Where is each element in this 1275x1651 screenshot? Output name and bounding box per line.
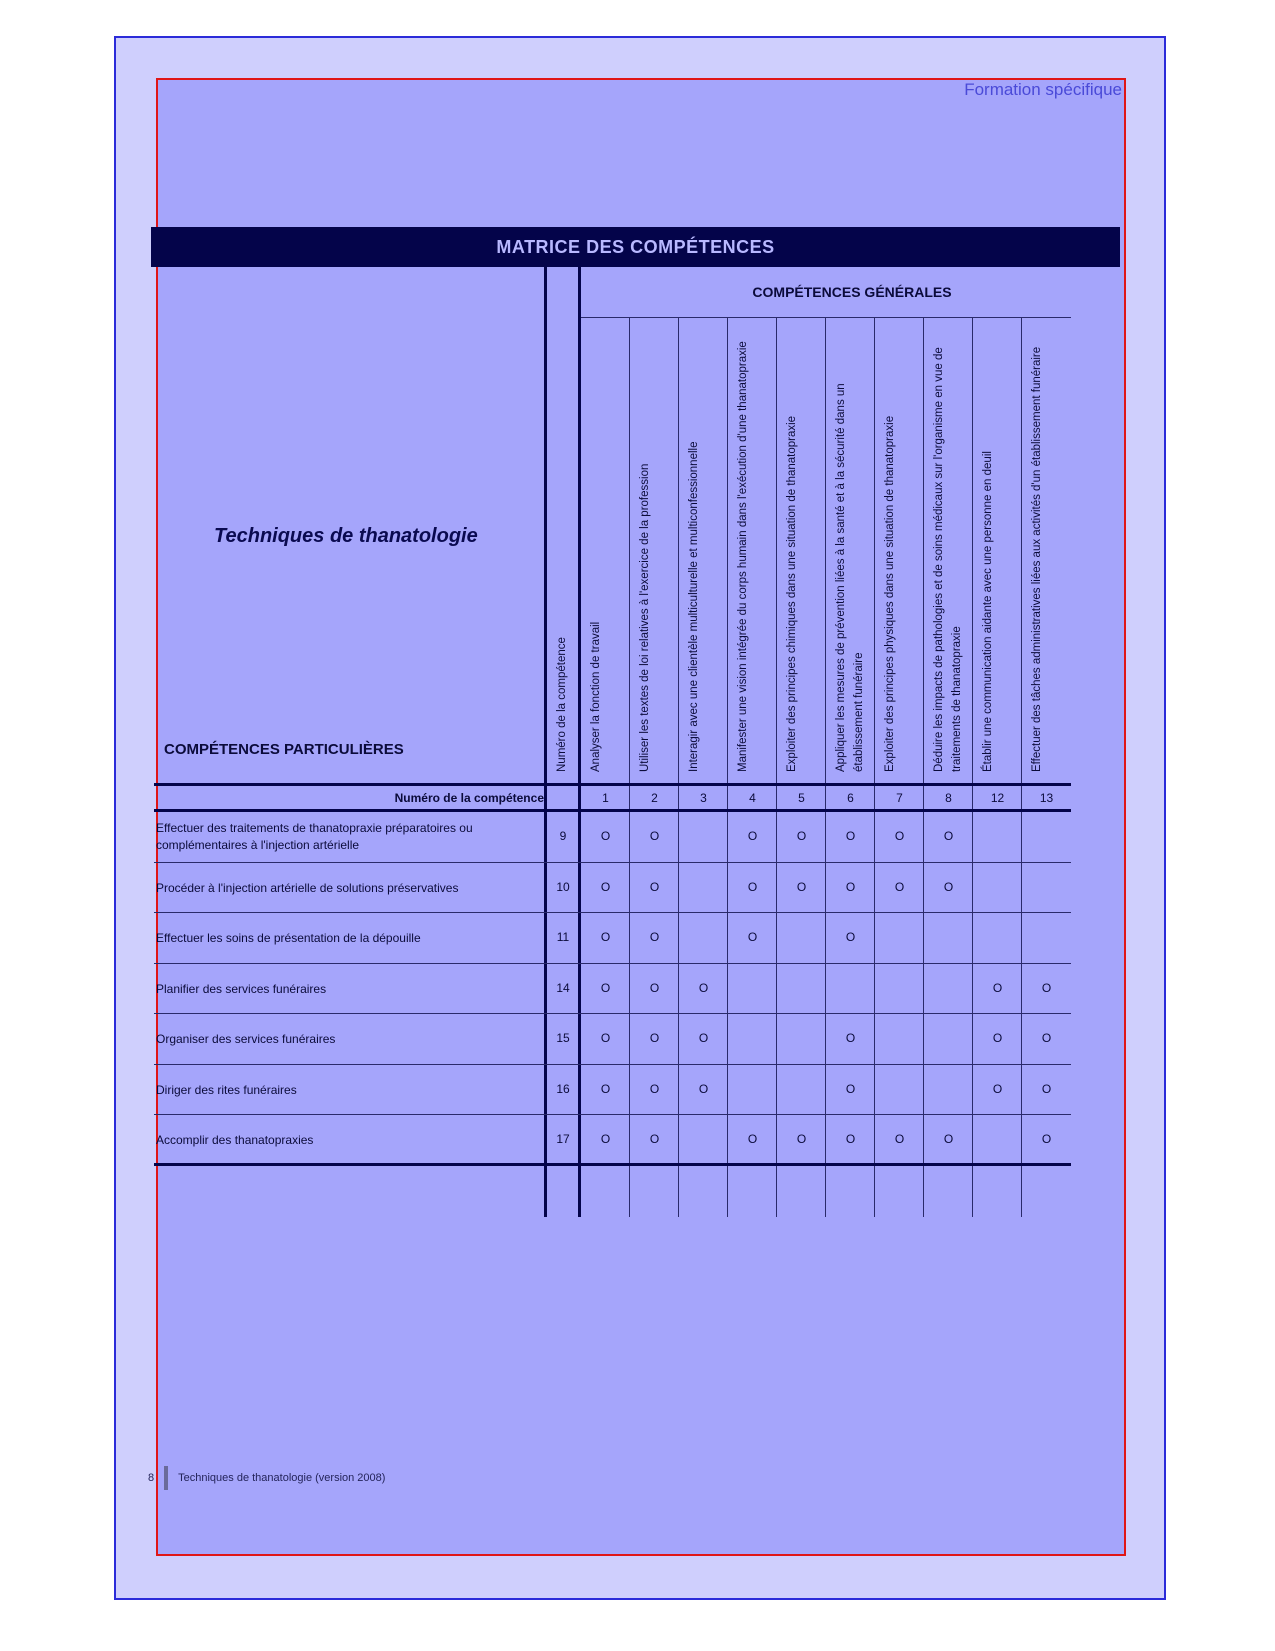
particular-competence-code: 17: [556, 1132, 570, 1146]
matrix-mark: O: [845, 930, 856, 944]
general-competence-label-cell: [826, 327, 875, 772]
matrix-mark: O: [649, 980, 660, 995]
matrix-mark: O: [1041, 1081, 1052, 1096]
general-competence-code: 7: [896, 791, 903, 805]
matrix-mark: O: [992, 1081, 1003, 1096]
general-competence-label-cell: [728, 327, 777, 772]
matrix-mark: O: [600, 829, 611, 843]
matrix-title: MATRICE DES COMPÉTENCES: [496, 236, 775, 257]
general-competence-code: 12: [990, 791, 1005, 805]
particular-competence-label: Procéder à l'injection artérielle de solutions préservatives: [156, 880, 459, 895]
general-competence-label-cell: [875, 327, 924, 772]
general-competences-heading: COMPÉTENCES GÉNÉRALES: [752, 284, 952, 300]
general-competence-label: Manifester une vision intégrée du corps humain dans l'exécution d'une thanatopraxie: [737, 341, 749, 772]
particular-competence-label: Effectuer les soins de présentation de la dépouille: [156, 931, 421, 945]
matrix-mark: O: [747, 1132, 758, 1146]
matrix-mark: O: [845, 1031, 856, 1045]
matrix-mark: O: [943, 829, 954, 843]
matrix-mark: O: [600, 930, 611, 944]
page-number: 8: [148, 1472, 155, 1484]
general-competence-code: 5: [798, 791, 805, 805]
matrix-mark: O: [1041, 1132, 1052, 1146]
grid-divider: [154, 963, 1071, 964]
competence-number-column-label-cell: [547, 327, 579, 772]
matrix-mark: O: [992, 980, 1003, 995]
general-competence-code: 6: [847, 791, 854, 805]
matrix-mark: O: [845, 1132, 856, 1146]
general-competence-code: 2: [651, 791, 658, 805]
matrix-mark: O: [796, 879, 807, 894]
grid-divider: [154, 1114, 1071, 1115]
page-footer: [148, 1466, 385, 1490]
matrix-mark: O: [600, 1031, 611, 1045]
general-competence-label: Déduire les impacts de pathologies et de soins médicaux sur l'organisme en vue de traitements de thanatopraxie: [933, 347, 963, 772]
section-tag: Formation spécifique: [964, 80, 1122, 99]
general-competence-label: Effectuer des tâches administratives liées aux activités d'un établissement funéraire: [1031, 346, 1043, 772]
matrix-mark: O: [649, 930, 660, 944]
matrix-mark: O: [845, 829, 856, 843]
competence-number-column-label: Numéro de la compétence: [556, 637, 568, 772]
particular-competence-label: Planifier des services funéraires: [156, 981, 327, 996]
matrix-mark: O: [698, 980, 709, 995]
matrix-mark: O: [649, 1132, 660, 1146]
general-competence-label: Exploiter des principes chimiques dans une situation de thanatopraxie: [786, 415, 798, 772]
general-competence-label-cell: [777, 327, 826, 772]
matrix-mark: O: [649, 829, 660, 843]
matrix-mark: O: [600, 980, 611, 995]
footer-divider: [164, 1466, 168, 1490]
grid-divider: [581, 317, 1071, 318]
general-competence-label: Utiliser les textes de loi relatives à l'exercice de la profession: [639, 463, 651, 772]
matrix-mark: O: [600, 1081, 611, 1096]
matrix-mark: O: [1041, 1031, 1052, 1045]
general-competence-code: 3: [700, 791, 707, 805]
particular-competence-label: Organiser des services funéraires: [156, 1032, 336, 1046]
general-competence-code: 1: [602, 791, 609, 805]
particular-competence-code: 9: [559, 829, 567, 843]
general-competence-label: Établir une communication aidante avec une personne en deuil: [982, 451, 994, 772]
competence-matrix: [154, 267, 1120, 1217]
matrix-mark: O: [649, 1081, 660, 1096]
matrix-mark: O: [600, 879, 611, 894]
general-competence-code: 13: [1039, 791, 1054, 805]
matrix-mark: O: [698, 1031, 709, 1045]
grid-divider: [154, 912, 1071, 913]
matrix-mark: O: [747, 930, 758, 944]
matrix-mark: O: [943, 879, 954, 894]
particular-competences-heading: COMPÉTENCES PARTICULIÈRES: [164, 741, 404, 758]
competence-number-row-label: Numéro de la compétence: [394, 791, 544, 805]
matrix-mark: O: [943, 1132, 954, 1146]
matrix-mark: O: [600, 1132, 611, 1146]
grid-divider: [154, 862, 1071, 863]
general-competence-label-cell: [679, 327, 728, 772]
grid-divider: [154, 1064, 1071, 1065]
general-competence-label: Appliquer les mesures de prévention liées à la santé et à la sécurité dans un établissement funéraire: [835, 383, 865, 772]
particular-competence-code: 16: [556, 1081, 570, 1096]
particular-competence-code: 11: [556, 930, 570, 944]
general-competence-code: 4: [749, 791, 756, 805]
general-competence-label-cell: [973, 327, 1022, 772]
page-sheet: [114, 36, 1166, 1600]
particular-competence-code: 15: [556, 1031, 570, 1045]
general-competence-label: Analyser la fonction de travail: [590, 621, 602, 772]
matrix-mark: O: [698, 1081, 709, 1096]
matrix-mark: O: [796, 1132, 807, 1146]
content-area: [156, 78, 1126, 1556]
matrix-mark: O: [796, 829, 807, 843]
grid-divider: [154, 1163, 1071, 1166]
particular-competence-label: Accomplir des thanatopraxies: [156, 1133, 314, 1147]
matrix-mark: O: [894, 879, 905, 894]
matrix-mark: O: [992, 1031, 1003, 1045]
particular-competence-code: 14: [556, 980, 570, 995]
title-banner: [151, 227, 1120, 267]
matrix-mark: O: [747, 879, 758, 894]
general-competence-label-cell: [1022, 327, 1071, 772]
footer-text: Techniques de thanatologie (version 2008): [178, 1472, 386, 1484]
general-competence-label: Exploiter des principes physiques dans une situation de thanatopraxie: [884, 415, 896, 772]
grid-divider: [154, 1013, 1071, 1014]
matrix-mark: O: [1041, 980, 1052, 995]
general-competence-label-cell: [581, 327, 630, 772]
particular-competence-label: Diriger des rites funéraires: [156, 1082, 297, 1097]
particular-competence-label: Effectuer des traitements de thanatopraxie préparatoires ou complémentaires à l'injection artérielle: [156, 821, 473, 852]
matrix-mark: O: [894, 829, 905, 843]
matrix-mark: O: [845, 879, 856, 894]
general-competence-label-cell: [924, 327, 973, 772]
matrix-mark: O: [649, 1031, 660, 1045]
general-competence-label-cell: [630, 327, 679, 772]
matrix-mark: O: [747, 829, 758, 843]
particular-competence-code: 10: [556, 879, 570, 894]
matrix-mark: O: [649, 879, 660, 894]
program-title: Techniques de thanatologie: [214, 525, 478, 547]
general-competence-label: Interagir avec une clientèle multiculturelle et multiconfessionnelle: [688, 441, 700, 772]
matrix-mark: O: [894, 1132, 905, 1146]
general-competence-code: 8: [945, 791, 952, 805]
matrix-mark: O: [845, 1081, 856, 1096]
